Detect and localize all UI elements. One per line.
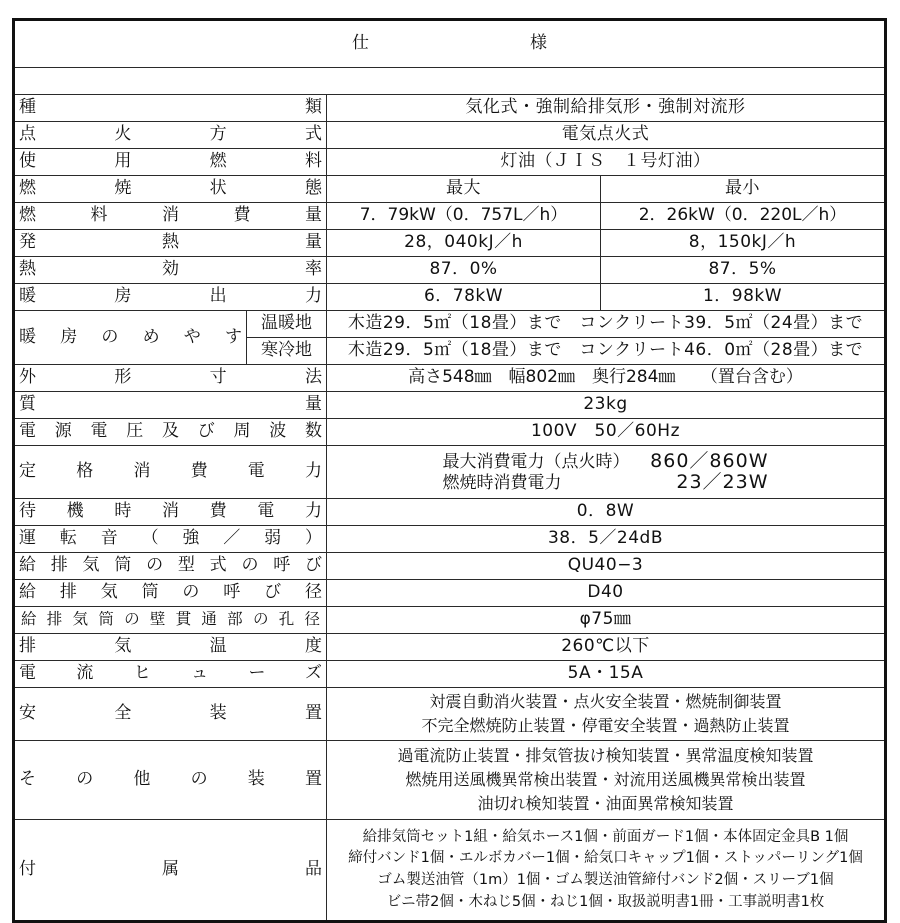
table-row-ignition bbox=[14, 122, 886, 149]
row-label-accessories: 付属品 bbox=[14, 820, 327, 922]
other-device-line: 油切れ検知装置・油面異常検知装置 bbox=[477, 794, 734, 813]
table-row-thermal-efficiency bbox=[14, 257, 886, 284]
other-device-line: 過電流防止装置・排気管抜け検知装置・異常温度検知装置 bbox=[397, 746, 814, 765]
row-value-power-supply: 100V 50／60Hz bbox=[327, 419, 886, 446]
other-device-line: 燃焼用送風機異常検出装置・対流用送風機異常検出装置 bbox=[405, 770, 806, 789]
rated-power-line-1-label: 最大消費電力（点火時） bbox=[442, 451, 630, 472]
row-label-heat-output: 発熱量 bbox=[14, 230, 327, 257]
row-value-safety-devices bbox=[327, 688, 886, 741]
row-value-other-devices bbox=[327, 741, 886, 820]
row-value-heating-output-min: 1．98kW bbox=[601, 284, 886, 311]
table-row-power-supply bbox=[14, 419, 886, 446]
table-row-fuel-consumption bbox=[14, 203, 886, 230]
row-label-heating-output: 暖房出力 bbox=[14, 284, 327, 311]
table-row-wall-hole bbox=[14, 607, 886, 634]
row-value-ignition: 電気点火式 bbox=[327, 122, 886, 149]
row-value-wall-hole: φ75㎜ bbox=[327, 607, 886, 634]
row-value-thermal-efficiency-max: 87．0% bbox=[327, 257, 601, 284]
row-label-power-supply: 電源電圧及び周波数 bbox=[14, 419, 327, 446]
table-row-dimensions bbox=[14, 365, 886, 392]
row-value-fuel-consumption-min: 2．26kW（0．220L／h） bbox=[601, 203, 886, 230]
row-sublabel-cold-region: 寒冷地 bbox=[247, 338, 327, 365]
table-row-standby-power bbox=[14, 499, 886, 526]
table-row-fuse bbox=[14, 661, 886, 688]
accessory-line: ビニ帯2個・木ねじ5個・ねじ1個・取扱説明書1冊・工事説明書1枚 bbox=[386, 893, 825, 910]
row-label-thermal-efficiency: 熱効率 bbox=[14, 257, 327, 284]
row-label-fuse: 電流ヒューズ bbox=[14, 661, 327, 688]
row-label-dimensions: 外形寸法 bbox=[14, 365, 327, 392]
table-row-other-devices bbox=[14, 741, 886, 820]
row-label-standby-power: 待機時消費電力 bbox=[14, 499, 327, 526]
row-label-combustion-state: 燃焼状態 bbox=[14, 176, 327, 203]
row-label-wall-hole: 給排気筒の壁貫通部の孔径 bbox=[14, 607, 327, 634]
row-value-heating-guide-warm: 木造29．5㎡（18畳）まで コンクリート39．5㎡（24畳）まで bbox=[327, 311, 886, 338]
spacer-cell bbox=[14, 68, 886, 95]
specification-table bbox=[12, 18, 887, 923]
row-label-ignition: 点火方式 bbox=[14, 122, 327, 149]
row-value-dimensions: 高さ548㎜ 幅802㎜ 奥行284㎜ （置台含む） bbox=[327, 365, 886, 392]
row-value-thermal-efficiency-min: 87．5% bbox=[601, 257, 886, 284]
row-value-type: 気化式・強制給排気形・強制対流形 bbox=[327, 95, 886, 122]
row-label-type: 種類 bbox=[14, 95, 327, 122]
table-row-flue-type bbox=[14, 553, 886, 580]
page-title: 仕 様 bbox=[14, 20, 886, 68]
table-row-combustion-state bbox=[14, 176, 886, 203]
spacer-row bbox=[14, 68, 886, 95]
table-row-fuel bbox=[14, 149, 886, 176]
table-row-safety-devices bbox=[14, 688, 886, 741]
table-row-rated-power bbox=[14, 446, 886, 499]
row-label-fuel: 使用燃料 bbox=[14, 149, 327, 176]
column-header-max: 最大 bbox=[327, 176, 601, 203]
title-row bbox=[14, 20, 886, 68]
safety-device-line: 不完全燃焼防止装置・停電安全装置・過熱防止装置 bbox=[421, 716, 790, 735]
row-label-fuel-consumption: 燃料消費量 bbox=[14, 203, 327, 230]
row-value-fuel: 灯油（ＪＩＳ １号灯油） bbox=[327, 149, 886, 176]
row-value-accessories bbox=[327, 820, 886, 922]
accessory-line: 締付バンド1個・エルボカバー1個・給気口キャップ1個・ストッパーリング1個 bbox=[348, 850, 863, 867]
row-label-rated-power: 定格消費電力 bbox=[14, 446, 327, 499]
rated-power-line-1 bbox=[331, 451, 880, 472]
rated-power-line-2-value: 23／23W bbox=[676, 471, 769, 493]
row-label-flue-type: 給排気筒の型式の呼び bbox=[14, 553, 327, 580]
row-value-fuel-consumption-max: 7．79kW（0．757L／h） bbox=[327, 203, 601, 230]
table-row-weight bbox=[14, 392, 886, 419]
table-row-noise bbox=[14, 526, 886, 553]
table-row-exhaust-temp bbox=[14, 634, 886, 661]
rated-power-line-2 bbox=[331, 472, 880, 493]
table-row-heat-output bbox=[14, 230, 886, 257]
row-value-heat-output-min: 8，150kJ／h bbox=[601, 230, 886, 257]
row-label-exhaust-temp: 排気温度 bbox=[14, 634, 327, 661]
row-value-flue-diameter: D40 bbox=[327, 580, 886, 607]
row-label-other-devices: その他の装置 bbox=[14, 741, 327, 820]
column-header-min: 最小 bbox=[601, 176, 886, 203]
row-value-heat-output-max: 28，040kJ／h bbox=[327, 230, 601, 257]
row-value-heating-output-max: 6．78kW bbox=[327, 284, 601, 311]
row-sublabel-warm-region: 温暖地 bbox=[247, 311, 327, 338]
row-value-noise: 38．5／24dB bbox=[327, 526, 886, 553]
row-label-flue-diameter: 給排気筒の呼び径 bbox=[14, 580, 327, 607]
row-label-weight: 質量 bbox=[14, 392, 327, 419]
row-label-heating-guide: 暖房のめやす bbox=[14, 311, 247, 365]
row-value-rated-power bbox=[327, 446, 886, 499]
table-row-heating-guide-warm bbox=[14, 311, 886, 338]
row-value-exhaust-temp: 260℃以下 bbox=[327, 634, 886, 661]
row-value-weight: 23kg bbox=[327, 392, 886, 419]
safety-device-line: 対震自動消火装置・点火安全装置・燃焼制御装置 bbox=[429, 692, 782, 711]
table-row-accessories bbox=[14, 820, 886, 922]
row-label-safety-devices: 安全装置 bbox=[14, 688, 327, 741]
accessory-line: ゴム製送油管（1m）1個・ゴム製送油管締付バンド2個・スリーブ1個 bbox=[377, 872, 834, 888]
rated-power-line-1-value: 860／860W bbox=[650, 449, 769, 472]
row-value-flue-type: QU40−3 bbox=[327, 553, 886, 580]
table-row-heating-output bbox=[14, 284, 886, 311]
accessory-line: 給排気筒セット1組・給気ホース1個・前面ガード1個・本体固定金具B 1個 bbox=[362, 828, 849, 845]
rated-power-line-2-label: 燃焼時消費電力 bbox=[442, 473, 562, 493]
row-label-noise: 運転音（強／弱） bbox=[14, 526, 327, 553]
row-value-fuse: 5A・15A bbox=[327, 661, 886, 688]
table-row-flue-diameter bbox=[14, 580, 886, 607]
row-value-heating-guide-cold: 木造29．5㎡（18畳）まで コンクリート46．0㎡（28畳）まで bbox=[327, 338, 886, 365]
table-row-type bbox=[14, 95, 886, 122]
row-value-standby-power: 0．8W bbox=[327, 499, 886, 526]
